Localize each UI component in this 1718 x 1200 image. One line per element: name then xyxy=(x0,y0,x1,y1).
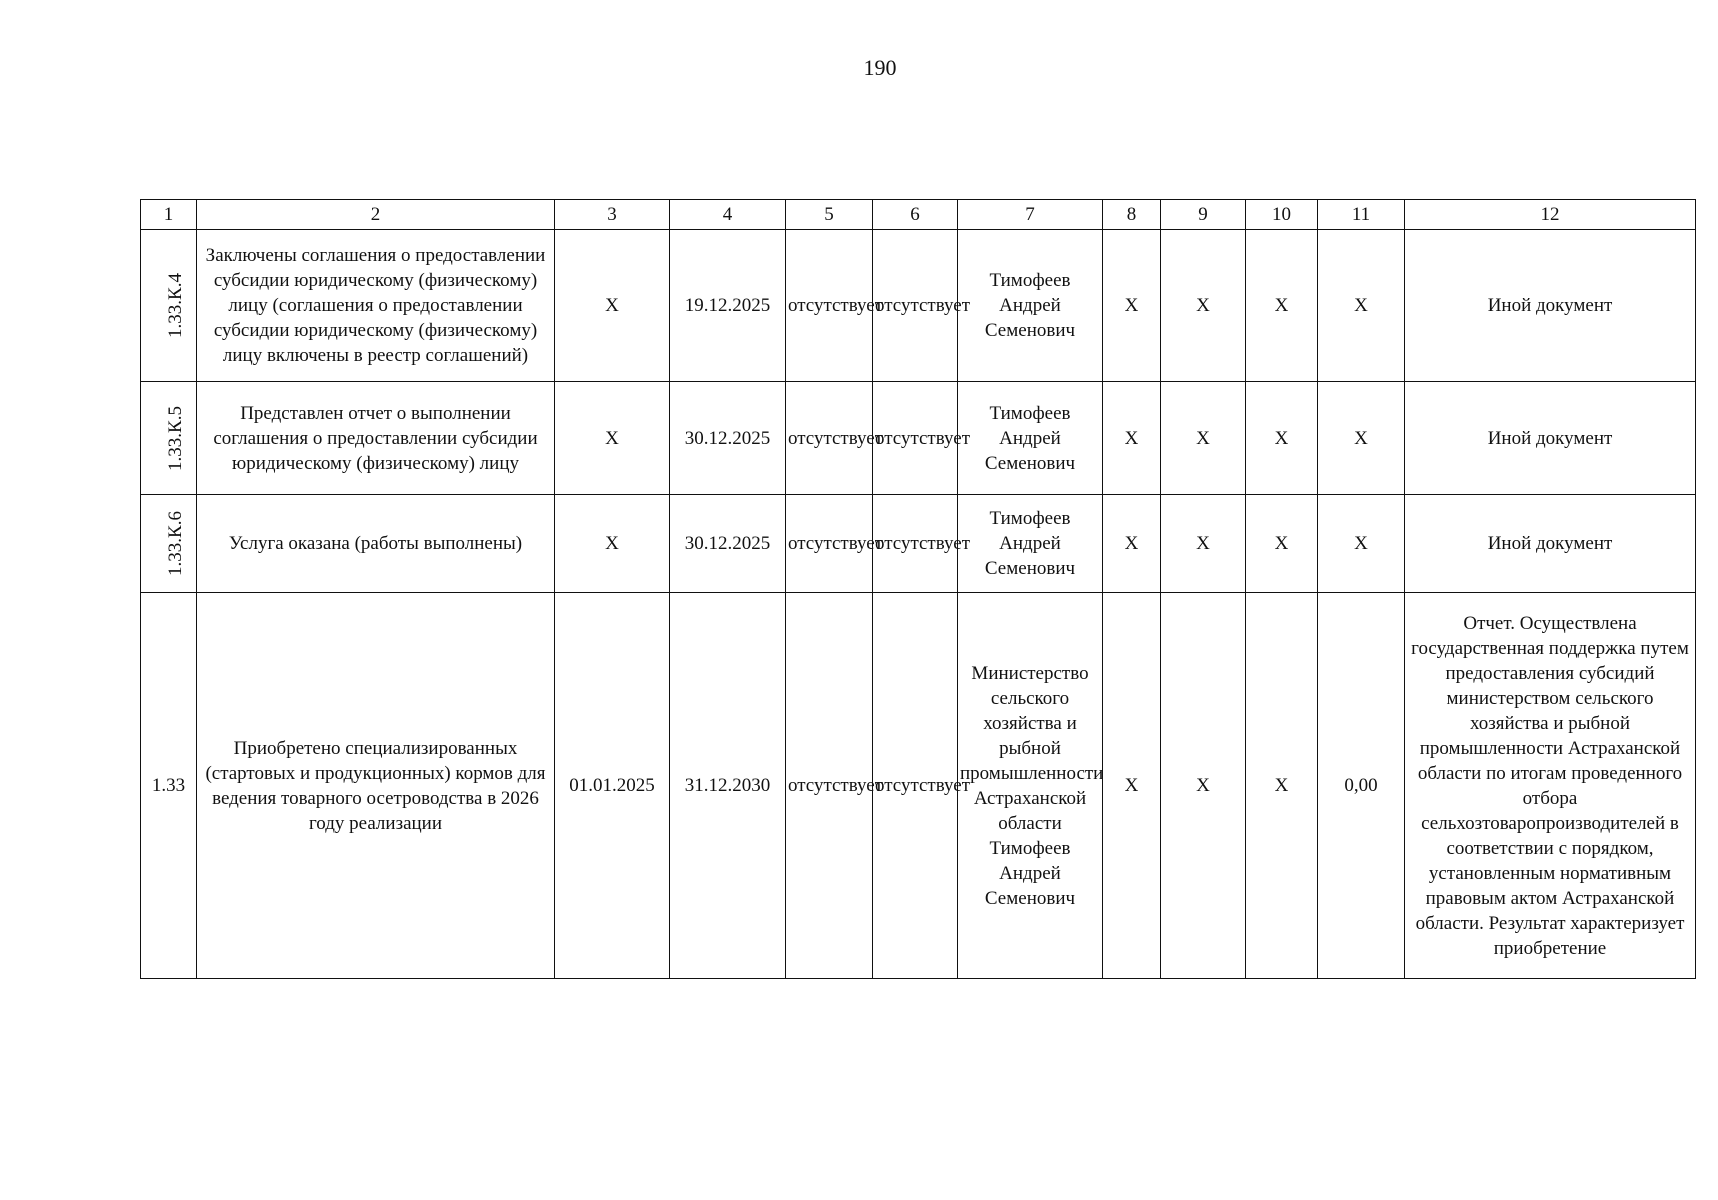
row-id: 1.33 xyxy=(141,593,197,979)
row-col-11: 0,00 xyxy=(1318,593,1405,979)
header-col-3: 3 xyxy=(555,200,670,230)
row-col-11: X xyxy=(1318,382,1405,495)
row-description: Представлен отчет о выполнении соглашения о предоставлении субсидии юридическому (физическому) лицу xyxy=(197,382,555,495)
row-responsible: Тимофеев Андрей Семенович xyxy=(958,495,1103,593)
header-col-5: 5 xyxy=(786,200,873,230)
row-start-date: 01.01.2025 xyxy=(555,593,670,979)
row-start-date: X xyxy=(555,495,670,593)
row-description: Заключены соглашения о предоставлении субсидии юридическому (физическому) лицу (соглашения о предоставлении субсидии юридическому (физическому) лицу включены в реестр соглашений) xyxy=(197,230,555,382)
header-col-10: 10 xyxy=(1246,200,1318,230)
header-col-4: 4 xyxy=(670,200,786,230)
row-document: Иной документ xyxy=(1405,495,1696,593)
row-id-cell xyxy=(141,495,197,593)
row-end-date: 30.12.2025 xyxy=(670,495,786,593)
row-id: 1.33.К.5 xyxy=(164,405,186,471)
row-document: Иной документ xyxy=(1405,230,1696,382)
row-col-8: X xyxy=(1103,495,1161,593)
row-col-6: отсутствует xyxy=(873,593,958,979)
row-id-cell xyxy=(141,230,197,382)
row-col-10: X xyxy=(1246,495,1318,593)
row-col-8: X xyxy=(1103,593,1161,979)
row-responsible: Тимофеев Андрей Семенович xyxy=(958,230,1103,382)
header-col-2: 2 xyxy=(197,200,555,230)
row-document: Иной документ xyxy=(1405,382,1696,495)
row-col-8: X xyxy=(1103,230,1161,382)
row-col-8: X xyxy=(1103,382,1161,495)
row-col-11: X xyxy=(1318,495,1405,593)
row-id-cell xyxy=(141,382,197,495)
header-col-6: 6 xyxy=(873,200,958,230)
header-col-9: 9 xyxy=(1161,200,1246,230)
row-end-date: 19.12.2025 xyxy=(670,230,786,382)
row-end-date: 30.12.2025 xyxy=(670,382,786,495)
header-row xyxy=(141,200,1696,230)
header-col-8: 8 xyxy=(1103,200,1161,230)
row-col-5: отсутствует xyxy=(786,593,873,979)
row-col-6: отсутствует xyxy=(873,382,958,495)
row-col-11: X xyxy=(1318,230,1405,382)
row-col-5: отсутствует xyxy=(786,495,873,593)
row-col-9: X xyxy=(1161,230,1246,382)
table-row xyxy=(141,593,1696,979)
row-id: 1.33.К.6 xyxy=(164,511,186,576)
header-col-7: 7 xyxy=(958,200,1103,230)
row-document: Отчет. Осуществлена государственная поддержка путем предоставления субсидий министерством сельского хозяйства и рыбной промышленности Астраханской области по итогам проведенного отбора сельхозтоваропроизводителей в соответствии с порядком, установленным нормативным правовым актом Астраханской области. Результат характеризует приобретение xyxy=(1405,593,1696,979)
row-col-9: X xyxy=(1161,593,1246,979)
row-col-9: X xyxy=(1161,382,1246,495)
row-col-9: X xyxy=(1161,495,1246,593)
row-responsible: Министерство сельского хозяйства и рыбной промышленности Астраханской области Тимофеев Андрей Семенович xyxy=(958,593,1103,979)
row-start-date: X xyxy=(555,382,670,495)
header-col-1: 1 xyxy=(141,200,197,230)
row-responsible: Тимофеев Андрей Семенович xyxy=(958,382,1103,495)
table-row xyxy=(141,495,1696,593)
row-col-6: отсутствует xyxy=(873,230,958,382)
results-table xyxy=(140,199,1696,979)
row-col-6: отсутствует xyxy=(873,495,958,593)
row-description: Приобретено специализированных (стартовых и продукционных) кормов для ведения товарного осетроводства в 2026 году реализации xyxy=(197,593,555,979)
table-row xyxy=(141,230,1696,382)
row-id: 1.33.К.4 xyxy=(164,273,186,338)
row-col-5: отсутствует xyxy=(786,382,873,495)
table-row xyxy=(141,382,1696,495)
row-col-5: отсутствует xyxy=(786,230,873,382)
row-col-10: X xyxy=(1246,382,1318,495)
header-col-12: 12 xyxy=(1405,200,1696,230)
row-end-date: 31.12.2030 xyxy=(670,593,786,979)
page-number: 190 xyxy=(863,55,897,80)
row-description: Услуга оказана (работы выполнены) xyxy=(197,495,555,593)
row-col-10: X xyxy=(1246,230,1318,382)
header-col-11: 11 xyxy=(1318,200,1405,230)
row-start-date: X xyxy=(555,230,670,382)
row-col-10: X xyxy=(1246,593,1318,979)
